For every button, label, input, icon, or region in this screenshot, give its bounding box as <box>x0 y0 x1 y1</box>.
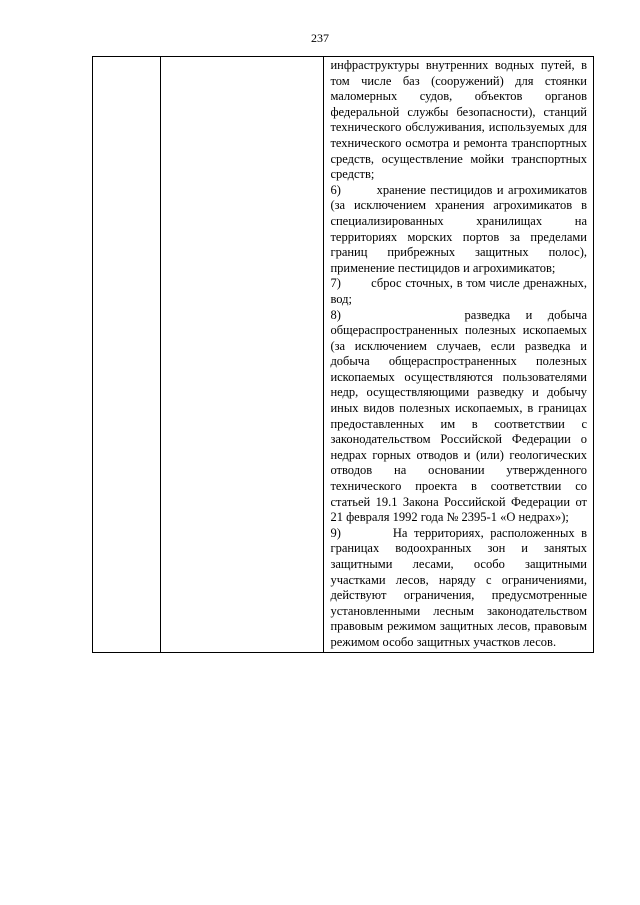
paragraph-item-8: 8) разведка и добыча общераспространенных полезных ископаемых (за исключением случаев, если разведка и добыча общераспространенных полезных ископаемых осуществляются пользователями недр, осуществляющими разведку и добычу иных видов полезных ископаемых, в границах предоставленных им в соответствии с законодательством Российской Федерации о недрах горных отводов и (или) геологических отводов на основании утвержденного технического проекта в соответствии со статьей 19.1 Закона Российской Федерации от 21 февраля 1992 года № 2395-1 «О недрах»); <box>330 307 587 525</box>
table-cell-2 <box>161 57 324 653</box>
paragraph-item-9: 9) На территориях, расположенных в границах водоохранных зон и занятых защитными лесами, особо защитными участками лесов, наряду с ограничениями, действуют ограничения, предусмотренные установленными лесным законодательством правовым режимом защитных лесов, правовым режимом особо защитных участков лесов. <box>330 525 587 649</box>
table-cell-1 <box>93 57 161 653</box>
paragraph-continuation: инфраструктуры внутренних водных путей, в том числе баз (сооружений) для стоянки маломерных судов, объектов органов федеральной службы безопасности), станций технического обслуживания, используемых для технического осмотра и ремонта транспортных средств, осуществление мойки транспортных средств; <box>330 58 587 182</box>
cell-2-text <box>161 57 323 59</box>
cell-3-content <box>324 57 593 652</box>
paragraph-item-6: 6) хранение пестицидов и агрохимикатов (за исключением хранения агрохимикатов в специализированных хранилищах на территориях морских портов за пределами границ прибрежных защитных полос), применение пестицидов и агрохимикатов; <box>330 182 587 275</box>
table-cell-3 <box>324 57 594 653</box>
cell-1-text <box>93 57 160 59</box>
document-table <box>92 56 594 653</box>
paragraph-item-7: 7) сброс сточных, в том числе дренажных, вод; <box>330 276 587 306</box>
page-number: 237 <box>311 31 329 45</box>
table-row <box>93 57 594 653</box>
